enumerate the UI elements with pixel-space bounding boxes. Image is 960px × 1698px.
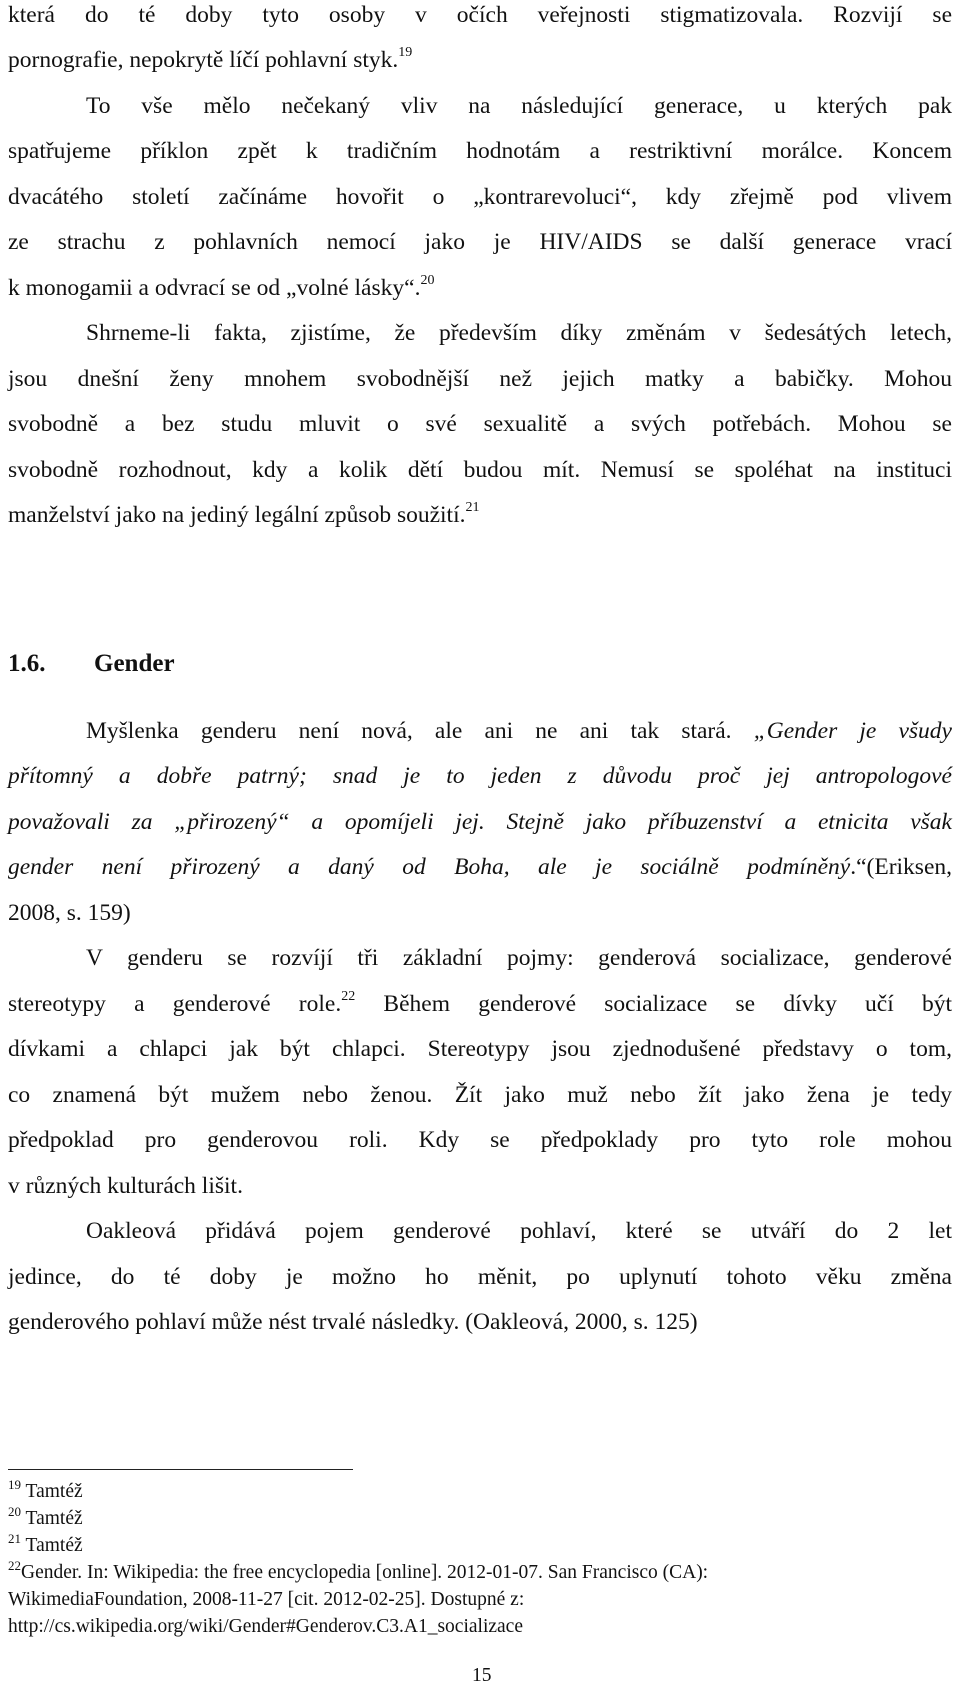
footnote-text: Gender. In: Wikipedia: the free encyclopedia [online]. 2012-01-07. San Francisco (CA): [21, 1562, 709, 1583]
page-number: 15 [472, 1665, 492, 1686]
paragraph-line: dívkami a chlapci jak být chlapci. Stereotypy jsou zjednodušené představy o tom, [8, 1036, 952, 1062]
quote-text: gender není přirozený a daný od Boha, ale je sociálně podmíněný [8, 854, 851, 880]
footnote-number: 19 [8, 1477, 21, 1492]
footnote-ref: 19 [398, 45, 413, 60]
paragraph-line [8, 989, 952, 1023]
paragraph-line: Shrneme-li fakta, zjistíme, že především díky změnám v šedesátých letech, [86, 320, 952, 346]
paragraph-line: předpoklad pro genderovou roli. Kdy se předpoklady pro tyto role mohou [8, 1127, 952, 1153]
paragraph-line: ze strachu z pohlavních nemocí jako je HIV/AIDS se další generace vrací [8, 229, 952, 255]
paragraph-line: jedince, do té doby je možno ho měnit, po uplynutí tohoto věku změna [8, 1264, 952, 1290]
paragraph-line: svobodně rozhodnout, kdy a kolik dětí budou mít. Nemusí se spoléhat na instituci [8, 457, 952, 483]
footnote-link[interactable]: http://cs.wikipedia.org/wiki/Gender#Genderov.C3.A1_socializace [8, 1616, 523, 1637]
footnote-text: Tamtéž [21, 1508, 83, 1529]
footnote [8, 1558, 709, 1586]
citation-text: .“(Eriksen, [850, 854, 952, 880]
footnote [8, 1477, 83, 1505]
paragraph-text: Myšlenka genderu není nová, ale ani ne ani tak stará. [86, 718, 754, 744]
quote-text: „Gender je všudy [753, 718, 952, 744]
paragraph-line [8, 761, 952, 791]
section-title: Gender [94, 650, 175, 677]
paragraph-line [8, 807, 952, 837]
quote-text: přítomný a dobře patrný; snad je to jeden z důvodu proč jej antropologové [8, 763, 952, 789]
paragraph-line [8, 716, 952, 746]
paragraph-line [8, 852, 952, 882]
paragraph-line: jsou dnešní ženy mnohem svobodnější než jejich matky a babičky. Mohou [8, 366, 952, 392]
footnote-number: 22 [8, 1558, 21, 1573]
section-number: 1.6. [8, 650, 46, 677]
footnote-divider [8, 1469, 353, 1470]
footnote-ref: 21 [465, 500, 480, 515]
footnote-text: Tamtéž [21, 1481, 83, 1502]
paragraph-line [8, 500, 952, 534]
paragraph-text: k monogamii a odvrací se od „volné lásky“. [8, 275, 421, 301]
paragraph-line: která do té doby tyto osoby v očích veřejnosti stigmatizovala. Rozvijí se [8, 2, 952, 28]
paragraph-text: Během genderové socializace se dívky učí být [355, 991, 952, 1017]
footnote-ref: 22 [341, 989, 356, 1004]
paragraph-line: v různých kulturách lišit. [8, 1173, 243, 1199]
paragraph-line: spatřujeme příklon zpět k tradičním hodnotám a restriktivní morálce. Koncem [8, 138, 952, 164]
paragraph-line: svobodně a bez studu mluvit o své sexualitě a svých potřebách. Mohou se [8, 411, 952, 437]
quote-text: považovali za „přirozený“ a opomíjeli jej. Stejně jako příbuzenství a etnicita však [8, 809, 952, 835]
footnote-number: 20 [8, 1504, 21, 1519]
footnote [8, 1531, 83, 1559]
section-heading [8, 649, 175, 679]
paragraph-line [8, 273, 952, 307]
paragraph-text: manželství jako na jediný legální způsob soužití. [8, 502, 466, 528]
paragraph-text: pornografie, nepokrytě líčí pohlavní styk. [8, 47, 399, 73]
paragraph-line: co znamená být mužem nebo ženou. Žít jako muž nebo žít jako žena je tedy [8, 1082, 952, 1108]
paragraph-line: To vše mělo nečekaný vliv na následující generace, u kterých pak [86, 93, 952, 119]
footnote-number: 21 [8, 1531, 21, 1546]
paragraph-line: V genderu se rozvíjí tři základní pojmy: genderová socializace, genderové [86, 945, 952, 971]
paragraph-line: Oakleová přidává pojem genderové pohlaví, které se utváří do 2 let [86, 1218, 952, 1244]
footnote [8, 1504, 83, 1532]
paragraph-line: dvacátého století začínáme hovořit o „kontrarevoluci“, kdy zřejmě pod vlivem [8, 184, 952, 210]
paragraph-line: genderového pohlaví může nést trvalé následky. (Oakleová, 2000, s. 125) [8, 1309, 698, 1335]
paragraph-line [8, 45, 952, 79]
paragraph-text: stereotypy a genderové role. [8, 991, 342, 1017]
footnote-text: Tamtéž [21, 1535, 83, 1556]
footnote-continuation: WikimediaFoundation, 2008-11-27 [cit. 2012-02-25]. Dostupné z: [8, 1589, 525, 1610]
paragraph-line: 2008, s. 159) [8, 900, 131, 926]
footnote-ref: 20 [420, 273, 435, 288]
